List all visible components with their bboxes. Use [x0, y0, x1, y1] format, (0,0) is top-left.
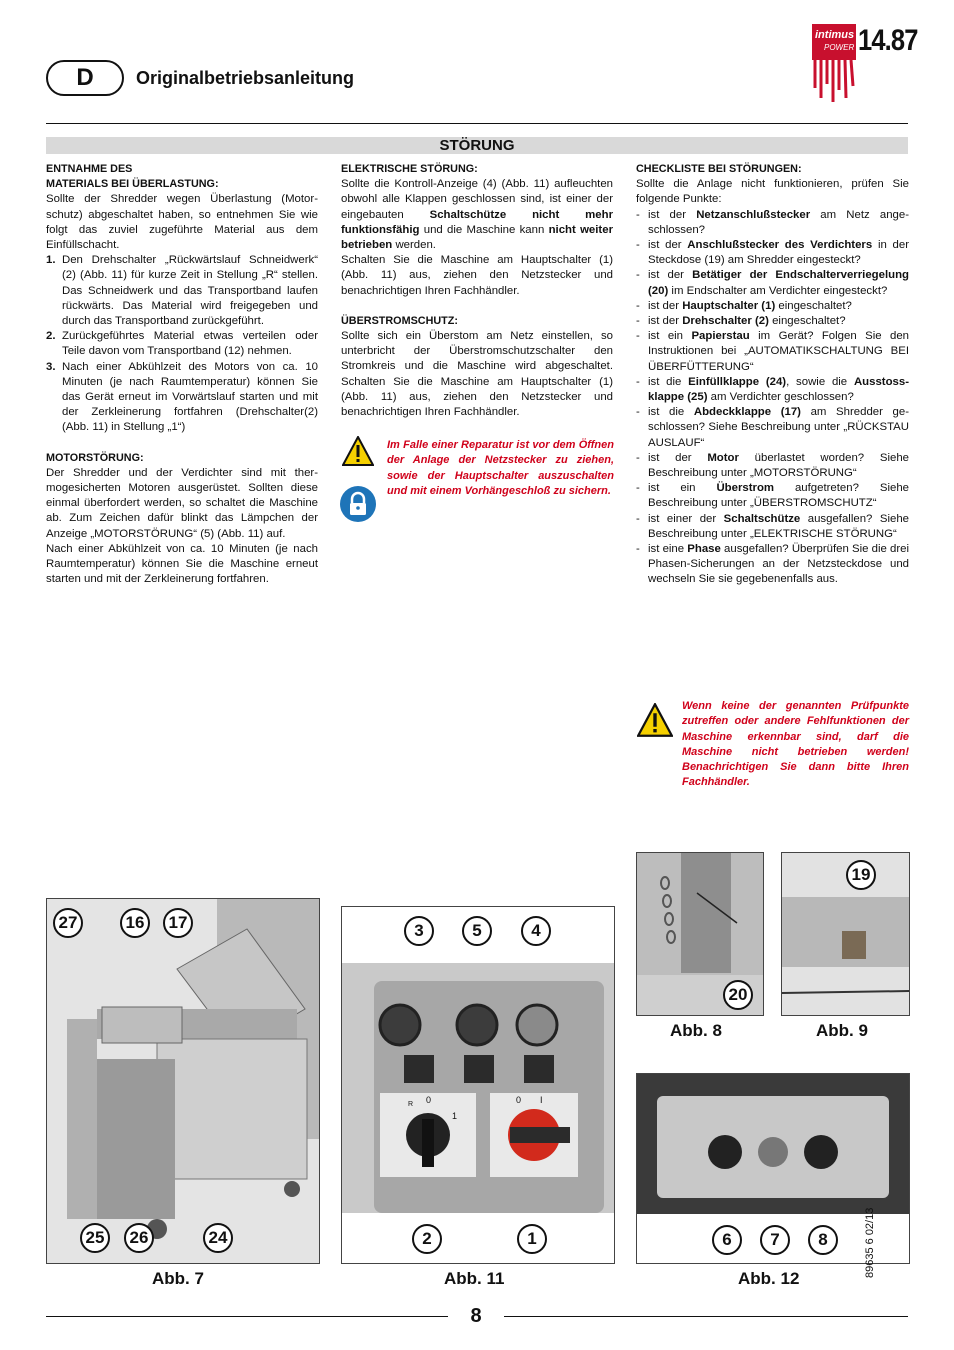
heading-overload-1: ENTNAHME DES	[46, 163, 133, 175]
document-title: Originalbetriebsanleitung	[136, 68, 355, 88]
callout-25: 25	[80, 1223, 110, 1253]
motor-text: Der Shredder und der Verdichter sind mit thermogesicherten Motoren ausgerüstet. Sollten diese einmal überfordert werden, so schaltet die Maschine ab. Zum Zeichen dafür blinkt das Lämpchen der Anzeige „MOTORSTÖRUNG“ (5) (Abb. 11) auf.	[46, 466, 318, 540]
checklist-item: - ist der Anschlußstecker des Verdichters in der Steckdose (19) am Shredder eingesteckt?	[636, 239, 909, 267]
list-number: 1.	[46, 254, 56, 267]
figure-abb7-photo	[46, 898, 320, 1264]
overload-intro: Sollte der Shredder wegen Überlastung (Motorschutz) abgeschaltet haben, so entnehmen Sie wie folgt das zuviel zugeführte Material aus dem Einfüllschacht.	[46, 193, 318, 252]
checklist-item: - ist ein Überstrom aufgetreten? Siehe Beschreibung unter „ÜBERSTROMSCHUTZ“	[636, 482, 909, 510]
checklist-item: - ist der Betätiger der Endschalterverriegelung (20) im Endschalter am Verdichter eingesteckt?	[636, 269, 909, 297]
callout-2: 2	[412, 1224, 442, 1254]
warning-malfunction: Wenn keine der genannten Prüfpunkte zutreffen oder andere Fehlfunktionen der Maschine erkennbar sind, darf die Maschine nicht betrieben werden! Benachrichtigen Sie dann bitte Ihren Fachhändler.	[682, 700, 909, 789]
list-text: Zurückgeführtes Material etwas verteilen oder Teile davon vom Transportband (12) nehmen.	[62, 330, 318, 358]
callout-7: 7	[760, 1225, 790, 1255]
checklist-item: - ist der Drehschalter (2) eingeschaltet?	[636, 315, 846, 328]
callout-5: 5	[462, 916, 492, 946]
switch-label-1: 1	[452, 1111, 458, 1121]
footer-rule-right	[504, 1316, 908, 1317]
heading-electrical: ELEKTRISCHE STÖRUNG:	[341, 163, 478, 175]
caption-abb8: Abb. 8	[670, 1021, 722, 1040]
callout-4: 4	[521, 916, 551, 946]
footer-rule-left	[46, 1316, 448, 1317]
figure-abb11-photo	[341, 906, 615, 1264]
callout-27: 27	[53, 908, 83, 938]
page-number: 8	[470, 1305, 482, 1327]
callout-19: 19	[846, 860, 876, 890]
figure-abb8-photo	[636, 852, 764, 1016]
switch-label-0: 0	[426, 1095, 432, 1105]
checklist-item: - ist der Motor überlastet worden? Siehe Beschreibung unter „MOTORSTÖRUNG“	[636, 451, 909, 480]
brand-name: intimus	[815, 29, 855, 41]
list-number: 2.	[46, 330, 56, 343]
column-checklist	[636, 162, 909, 588]
caption-abb7: Abb. 7	[152, 1269, 204, 1288]
main-switch-label-0: 0	[516, 1095, 522, 1105]
section-title: STÖRUNG	[439, 137, 515, 154]
heading-overcurrent: ÜBERSTROMSCHUTZ:	[341, 314, 458, 327]
callout-3: 3	[404, 916, 434, 946]
column-overload	[46, 162, 318, 587]
electrical-action: Schalten Sie die Maschine am Hauptschalter (1) (Abb. 11) aus, ziehen den Netzstecker und benachrichtigen Ihren Fachhändler.	[341, 254, 613, 297]
caption-abb12: Abb. 12	[738, 1269, 800, 1288]
callout-16: 16	[120, 908, 150, 938]
callout-20: 20	[723, 980, 753, 1010]
list-text: Den Drehschalter „Rückwärtslauf Schneidwerk“ (2) (Abb. 11) für kurze Zeit in Stellung „R“ stellen. Das Schneidwerk und das Transportband laufen rückwärts. Das Material wird freigegeben und durch das Transportband zurückgeführt.	[62, 254, 318, 328]
checklist-item: - ist einer der Schaltschütze ausgefallen? Siehe Beschreibung unter „ELEKTRISCHE STÖRUNG“	[636, 512, 909, 540]
figure-abb9-photo	[781, 852, 910, 1016]
header-rule	[46, 123, 908, 124]
callout-6: 6	[712, 1225, 742, 1255]
list-text: Nach einer Abkühlzeit des Motors von ca. 10 Minuten (je nach Raumtemperatur) können Sie das Gerät erneut im Vorwärtslauf starten und mit der Zerkleinerung fortfahren (Drehschalter(2) (Abb. 11) in Stellung „1“)	[62, 360, 318, 434]
list-item	[46, 329, 318, 359]
callout-17: 17	[163, 908, 193, 938]
motor-restart: Nach einer Abkühlzeit von ca. 10 Minuten (je nach Raumtemperatur) können Sie die Maschine erneut starten und mit der Zerkleinerung fortfahren.	[46, 542, 318, 586]
warning-triangle-icon	[342, 436, 374, 471]
overcurrent-text: Sollte sich ein Überstom am Netz einstellen, so unterbricht der Überstromschutzschalter den Stromkreis und die Maschine wird abgeschaltet. Schalten Sie die Maschine am Hauptschalter (1) (Abb. 11) aus, ziehen den Netzstecker und benachrichtigen Ihren Fachhändler.	[341, 330, 613, 419]
warning-repair: Im Falle einer Reparatur ist vor dem Öffnen der Anlage der Netzstecker zu ziehen, sowie der Hauptschalter auszuschalten und mit einem Vorhängeschloß zu sichern.	[387, 439, 614, 497]
switch-label-r: R	[408, 1101, 414, 1108]
padlock-icon	[340, 486, 376, 522]
checklist-item: - ist ein Papierstau im Gerät? Folgen Sie den Instruktionen bei „AUTOMATIKSCHALTUNG BEI ÜBERFÜTTERUNG“	[636, 330, 909, 373]
model-number: 14.87	[858, 24, 918, 57]
checklist-item: - ist eine Phase ausgefallen? Überprüfen Sie die drei Phasen-Sicherungen an der Netzsteckdose und wechseln Sie sie gegebenenfalls aus.	[636, 543, 909, 586]
brand-subname: POWER	[824, 43, 855, 52]
checklist-item: - ist der Netzanschlußstecker am Netz angeschlossen?	[636, 208, 910, 236]
main-switch-label-i: I	[540, 1095, 543, 1105]
callout-26: 26	[124, 1223, 154, 1253]
heading-overload-2: MATERIALS BEI ÜBERLASTUNG:	[46, 178, 219, 191]
callout-8: 8	[808, 1225, 838, 1255]
heading-motor: MOTORSTÖRUNG:	[46, 451, 144, 464]
list-number: 3.	[46, 360, 56, 373]
caption-abb11: Abb. 11	[444, 1269, 505, 1288]
brand-logo	[812, 24, 856, 108]
heading-checklist: CHECKLISTE BEI STÖRUNGEN:	[636, 163, 802, 175]
checklist-item: - ist die Einfüllklappe (24), sowie die Ausstossklappe (25) am Verdichter geschlossen?	[636, 375, 910, 404]
column-electrical	[341, 162, 613, 420]
checklist-intro: Sollte die Anlage nicht funktionieren, prüfen Sie folgende Punkte:	[636, 178, 909, 206]
warning-triangle-icon	[637, 703, 673, 742]
list-item	[46, 253, 318, 329]
list-item	[46, 360, 318, 436]
caption-abb9: Abb. 9	[816, 1021, 868, 1040]
callout-24: 24	[203, 1223, 233, 1253]
checklist-item: - ist der Hauptschalter (1) eingeschaltet?	[636, 299, 852, 312]
language-badge-letter: D	[76, 64, 94, 91]
checklist-item: - ist die Abdeckklappe (17) am Shredder geschlossen? Siehe Beschreibung unter „RÜCKSTAU AUSLAUF“	[636, 406, 909, 449]
electrical-text: Sollte die Kontroll-Anzeige (4) (Abb. 11) aufleuchten obwohl alle Klappen geschlossen sind, ist einer der eingebauten Schaltschütze nicht mehr funktionsfähig und die Maschine kann nicht weiter betrieben werden.	[341, 178, 614, 252]
document-code: 89635 6 02/13	[864, 1207, 876, 1278]
language-badge	[46, 60, 124, 96]
callout-1: 1	[517, 1224, 547, 1254]
